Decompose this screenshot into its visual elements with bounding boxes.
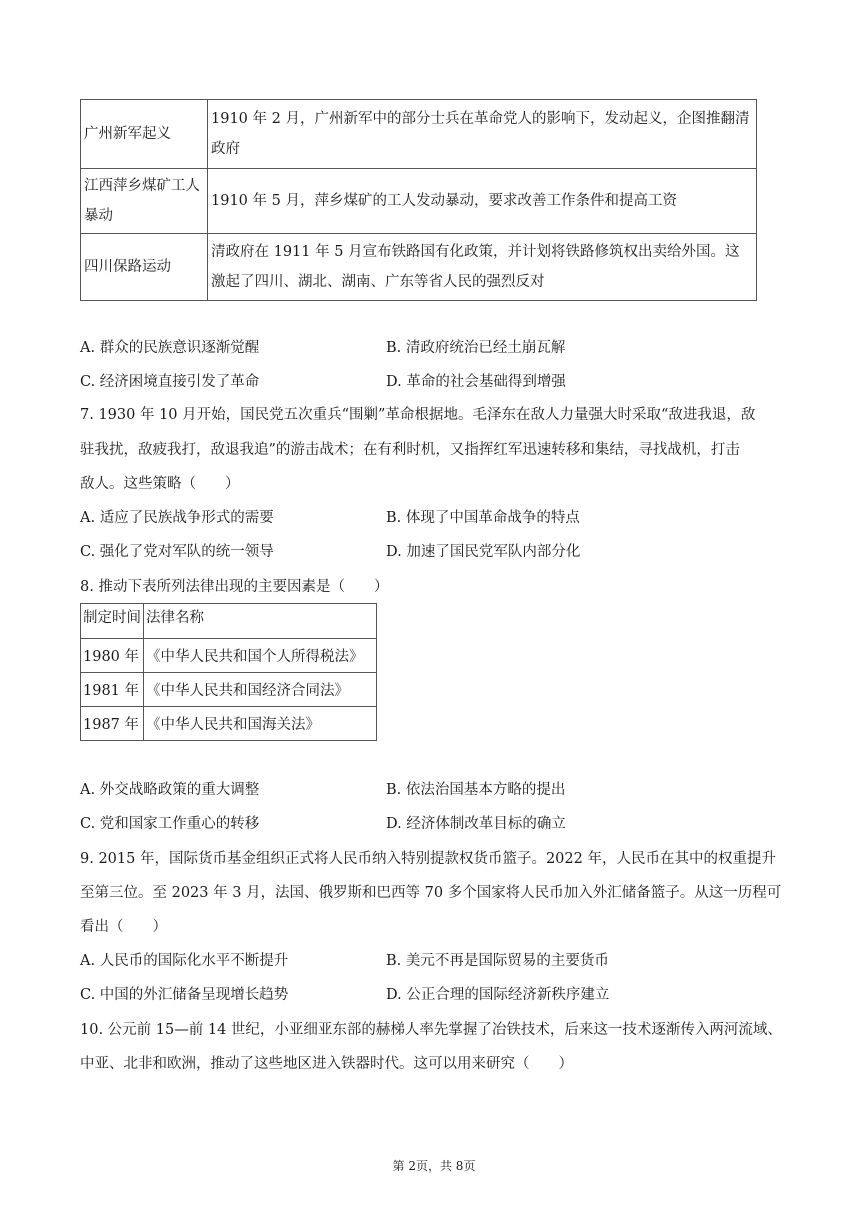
table-header-row (81, 604, 377, 639)
description-line: 激起了四川、湖北、湖南、广东等省人民的强烈反对 (211, 274, 545, 290)
q9-stem-line: 看出（ ） (80, 919, 167, 935)
q6-option-b[interactable]: B. 清政府统治已经土崩瓦解 (386, 340, 566, 356)
event-name-line: 江西萍乡煤矿工人 (84, 178, 200, 194)
description-line: 1910 年 2 月，广州新军中的部分士兵在革命党人的影响下，发动起义，企图推翻清 (211, 111, 750, 127)
year-cell: 1980 年 (81, 639, 144, 673)
q6-option-c[interactable]: C. 经济困境直接引发了革命 (80, 374, 260, 390)
laws-table (80, 603, 377, 741)
q6-option-d[interactable]: D. 革命的社会基础得到增强 (386, 374, 566, 390)
q7-stem-line: 驻我扰，敌疲我打，敌退我追”的游击战术；在有利时机，又指挥红军迅速转移和集结，寻找战机，打击 (80, 442, 740, 458)
event-description (208, 100, 757, 169)
event-name: 四川保路运动 (81, 234, 208, 301)
q9-option-d[interactable]: D. 公正合理的国际经济新秩序建立 (386, 987, 610, 1003)
event-name (81, 169, 208, 234)
event-name: 广州新军起义 (81, 100, 208, 169)
q8-option-c[interactable]: C. 党和国家工作重心的转移 (80, 816, 260, 832)
q9-option-c[interactable]: C. 中国的外汇储备呈现增长趋势 (80, 987, 289, 1003)
table-row (81, 639, 377, 673)
table-row (81, 673, 377, 707)
q7-stem-line: 敌人。这些策略（ ） (80, 476, 240, 492)
event-name-line: 暴动 (84, 208, 113, 224)
q10-stem-line: 中亚、北非和欧洲，推动了这些地区进入铁器时代。这可以用来研究（ ） (80, 1056, 573, 1072)
q9-stem-line: 至第三位。至 2023 年 3 月，法国、俄罗斯和巴西等 70 多个国家将人民币加入外汇储备篮子。从这一历程可 (80, 885, 782, 901)
q7-option-a[interactable]: A. 适应了民族战争形式的需要 (80, 510, 274, 526)
column-header: 法律名称 (144, 604, 377, 639)
q9-option-b[interactable]: B. 美元不再是国际贸易的主要货币 (386, 953, 609, 969)
description-line: 政府 (211, 141, 240, 157)
q9-stem-line: 9. 2015 年，国际货币基金组织正式将人民币纳入特别提款权货币篮子。2022 年，人民币在其中的权重提升 (80, 851, 776, 867)
q8-option-d[interactable]: D. 经济体制改革目标的确立 (386, 816, 566, 832)
q9-option-a[interactable]: A. 人民币的国际化水平不断提升 (80, 953, 289, 969)
law-cell: 《中华人民共和国个人所得税法》 (144, 639, 377, 673)
page-footer: 第 2页，共 8页 (392, 1159, 476, 1173)
q7-option-b[interactable]: B. 体现了中国革命战争的特点 (386, 510, 580, 526)
q6-option-a[interactable]: A. 群众的民族意识逐渐觉醒 (80, 340, 260, 356)
law-cell: 《中华人民共和国海关法》 (144, 707, 377, 741)
event-description: 1910 年 5 月，萍乡煤矿的工人发动暴动，要求改善工作条件和提高工资 (208, 169, 757, 234)
column-header: 制定时间 (81, 604, 144, 639)
table-row (81, 707, 377, 741)
q7-stem-line: 7. 1930 年 10 月开始，国民党五次重兵“围剿”革命根据地。毛泽东在敌人力量强大时采取“敌进我退，敌 (80, 407, 756, 423)
event-description (208, 234, 757, 301)
q8-stem: 8. 推动下表所列法律出现的主要因素是（ ） (80, 579, 389, 595)
year-cell: 1981 年 (81, 673, 144, 707)
q8-option-b[interactable]: B. 依法治国基本方略的提出 (386, 782, 566, 798)
q7-option-c[interactable]: C. 强化了党对军队的统一领导 (80, 544, 274, 560)
q8-option-a[interactable]: A. 外交战略政策的重大调整 (80, 782, 260, 798)
table-row (81, 234, 757, 301)
events-table (80, 99, 757, 301)
description-line: 清政府在 1911 年 5 月宣布铁路国有化政策，并计划将铁路修筑权出卖给外国。这 (211, 244, 740, 260)
table-row (81, 169, 757, 234)
q7-option-d[interactable]: D. 加速了国民党军队内部分化 (386, 544, 581, 560)
year-cell: 1987 年 (81, 707, 144, 741)
table-row (81, 100, 757, 169)
q10-stem-line: 10. 公元前 15—前 14 世纪，小亚细亚东部的赫梯人率先掌握了冶铁技术，后来这一技术逐渐传入两河流域、 (80, 1022, 782, 1038)
law-cell: 《中华人民共和国经济合同法》 (144, 673, 377, 707)
